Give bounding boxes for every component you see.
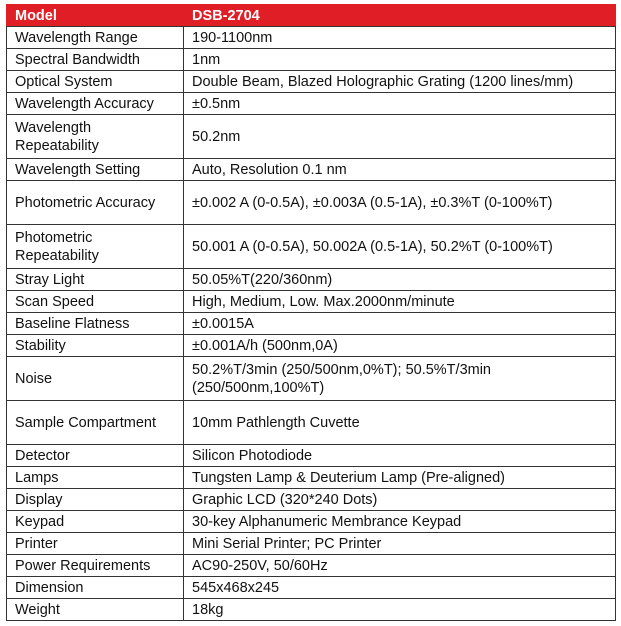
spec-row [7,27,616,49]
spec-value: Double Beam, Blazed Holographic Grating (1200 lines/mm) [184,71,616,93]
spec-label: Stray Light [7,269,184,291]
spec-row [7,93,616,115]
spec-label: Printer [7,533,184,555]
spec-label: Optical System [7,71,184,93]
spec-label: Scan Speed [7,291,184,313]
spec-value: 10mm Pathlength Cuvette [184,401,616,445]
header-value: DSB-2704 [184,5,616,27]
spec-value: ±0.002 A (0-0.5A), ±0.003A (0.5-1A), ±0.3%T (0-100%T) [184,181,616,225]
spec-value: AC90-250V, 50/60Hz [184,555,616,577]
spec-row [7,555,616,577]
header-row [7,5,616,27]
spec-value: ±0.001A/h (500nm,0A) [184,335,616,357]
spec-table [6,4,616,621]
spec-value: 50.001 A (0-0.5A), 50.002A (0.5-1A), 50.2%T (0-100%T) [184,225,616,269]
spec-value: ±0.5nm [184,93,616,115]
spec-row [7,489,616,511]
spec-row [7,225,616,269]
spec-label: Weight [7,599,184,621]
header-label: Model [7,5,184,27]
spec-label: Keypad [7,511,184,533]
spec-row [7,115,616,159]
spec-value: 50.2%T/3min (250/500nm,0%T); 50.5%T/3min (250/500nm,100%T) [184,357,616,401]
spec-label: Display [7,489,184,511]
spec-row [7,599,616,621]
spec-value: 545x468x245 [184,577,616,599]
spec-value: 50.2nm [184,115,616,159]
spec-value: 18kg [184,599,616,621]
spec-label: Wavelength Accuracy [7,93,184,115]
spec-row [7,335,616,357]
spec-value: 1nm [184,49,616,71]
spec-row [7,159,616,181]
spec-row [7,357,616,401]
spec-row [7,401,616,445]
spec-label: Spectral Bandwidth [7,49,184,71]
spec-label: Wavelength Range [7,27,184,49]
spec-value: 30-key Alphanumeric Membrance Keypad [184,511,616,533]
spec-label: Detector [7,445,184,467]
spec-row [7,291,616,313]
spec-row [7,181,616,225]
spec-value: Auto, Resolution 0.1 nm [184,159,616,181]
spec-label: Baseline Flatness [7,313,184,335]
spec-row [7,445,616,467]
spec-label: Photometric Repeatability [7,225,184,269]
spec-row [7,467,616,489]
spec-value: Tungsten Lamp & Deuterium Lamp (Pre-aligned) [184,467,616,489]
spec-row [7,511,616,533]
spec-value: High, Medium, Low. Max.2000nm/minute [184,291,616,313]
spec-label: Photometric Accuracy [7,181,184,225]
spec-label: Power Requirements [7,555,184,577]
spec-row [7,71,616,93]
spec-label: Noise [7,357,184,401]
spec-label: Sample Compartment [7,401,184,445]
spec-value: 190-1100nm [184,27,616,49]
spec-label: Stability [7,335,184,357]
spec-row [7,49,616,71]
spec-label: Wavelength Setting [7,159,184,181]
spec-label: Dimension [7,577,184,599]
spec-label: Wavelength Repeatability [7,115,184,159]
spec-row [7,533,616,555]
spec-value: 50.05%T(220/360nm) [184,269,616,291]
spec-value: ±0.0015A [184,313,616,335]
spec-label: Lamps [7,467,184,489]
spec-value: Mini Serial Printer; PC Printer [184,533,616,555]
spec-value: Graphic LCD (320*240 Dots) [184,489,616,511]
spec-value: Silicon Photodiode [184,445,616,467]
spec-row [7,577,616,599]
spec-row [7,269,616,291]
spec-row [7,313,616,335]
